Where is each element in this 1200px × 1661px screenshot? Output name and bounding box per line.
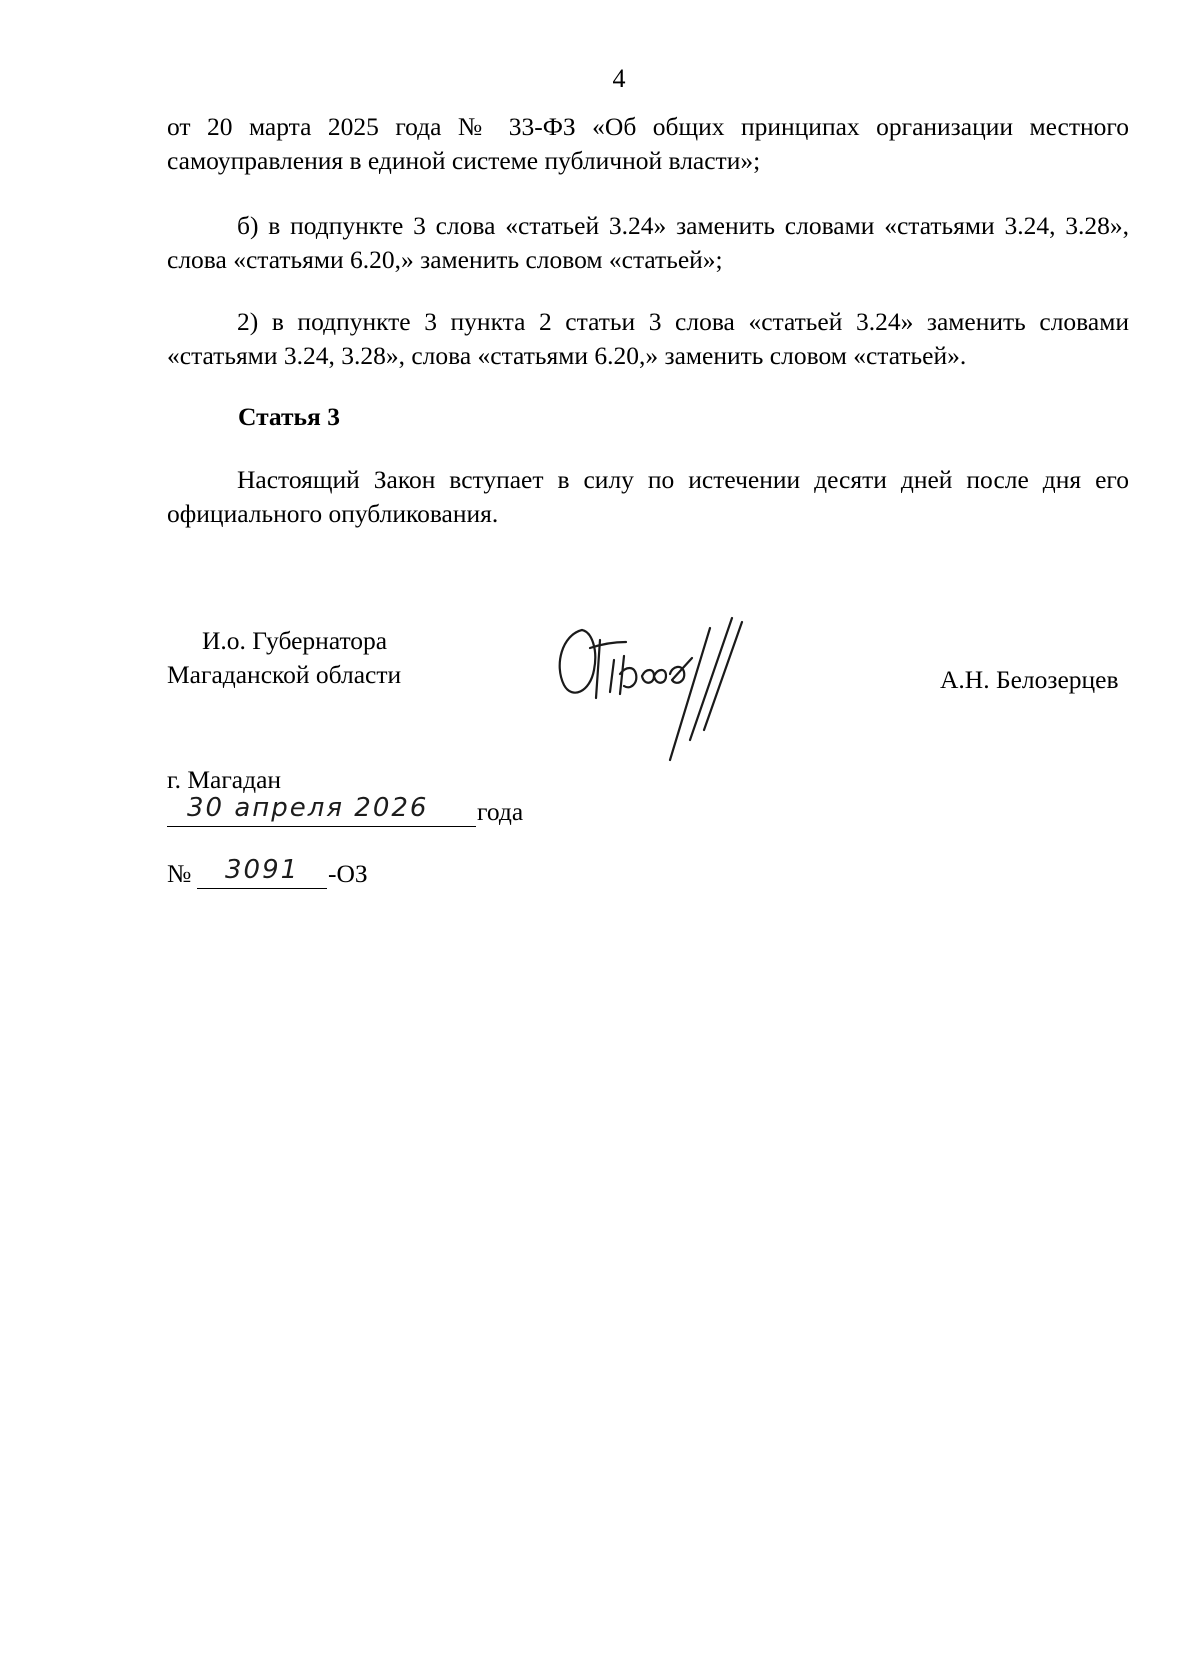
signatory-title-line-2: Магаданской области <box>167 660 402 689</box>
paragraph-item-b: б) в подпункте 3 слова «статьей 3.24» заменить словами «статьями 3.24, 3.28», слова «статьями 6.20,» заменить словом «статьей»; <box>167 211 1129 274</box>
law-number-line <box>167 855 467 895</box>
date-line <box>167 793 587 833</box>
signatory-title-line-1: И.о. Губернатора <box>202 626 388 655</box>
paragraph-item-2: 2) в подпункте 3 пункта 2 статьи 3 слова «статьей 3.24» заменить словами «статьями 3.24, 3.28», слова «статьями 6.20,» заменить словом «статьей». <box>167 307 1129 370</box>
number-underline <box>197 888 327 889</box>
page-number: 4 <box>612 64 626 93</box>
city: г. Магадан <box>167 765 282 794</box>
number-sign: № <box>167 859 192 888</box>
article-heading: Статья 3 <box>238 402 340 431</box>
handwritten-signature <box>542 610 792 770</box>
paragraph-continuation: от 20 марта 2025 года № 33-ФЗ «Об общих принципах организации местного самоуправления в единой системе публичной власти»; <box>167 112 1129 175</box>
paragraph-article-3: Настоящий Закон вступает в силу по истечении десяти дней после дня его официального опубликования. <box>167 465 1129 528</box>
signatory-name: А.Н. Белозерцев <box>940 665 1119 694</box>
handwritten-date: 30 апреля 2026 <box>187 793 429 823</box>
number-suffix: -ОЗ <box>328 859 368 888</box>
date-underline <box>167 826 476 827</box>
date-suffix: года <box>477 797 524 826</box>
handwritten-number: 3091 <box>225 855 300 885</box>
